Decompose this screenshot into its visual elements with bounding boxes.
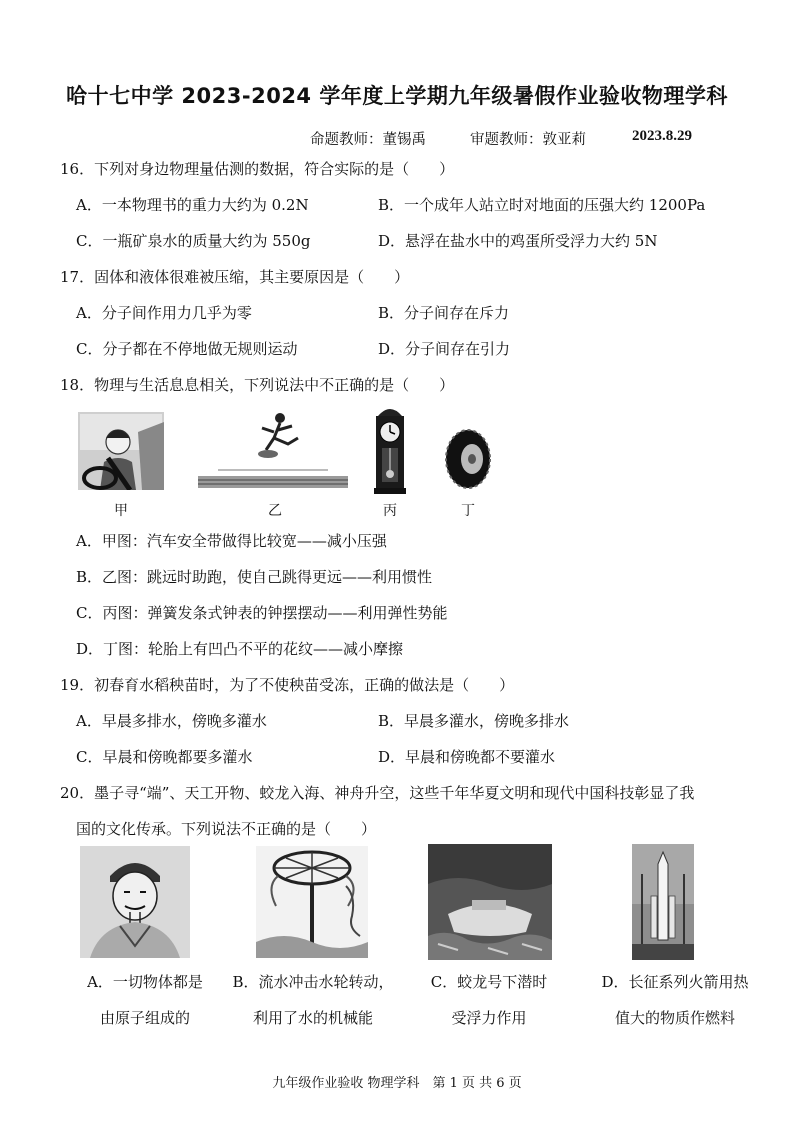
q17-option-b: B．分子间存在斥力 bbox=[378, 304, 510, 322]
q19-option-a: A．早晨多排水，傍晚多灌水 bbox=[76, 712, 267, 730]
q18-option-a: A．甲图：汽车安全带做得比较宽——减小压强 bbox=[76, 532, 387, 550]
tire-image bbox=[444, 428, 492, 490]
q19-option-c: C．早晨和傍晚都要多灌水 bbox=[76, 748, 253, 766]
q19-option-d: D．早晨和傍晚都不要灌水 bbox=[378, 748, 556, 766]
q18-option-b: B．乙图：跳远时助跑，使自己跳得更远——利用惯性 bbox=[76, 568, 433, 586]
q20-option-d-line2: 值大的物质作燃料 bbox=[614, 1009, 735, 1027]
q20-option-b-line1: B．流水冲击水轮转动， bbox=[232, 973, 394, 991]
page-footer: 九年级作业验收 物理学科 第 1 页 共 6 页 bbox=[272, 1076, 522, 1091]
q20-option-c-line1: C．蛟龙号下潜时 bbox=[430, 973, 548, 991]
q20-option-b-line2: 利用了水的机械能 bbox=[252, 1009, 373, 1027]
jiaolong-submersible-image bbox=[428, 844, 552, 960]
image-caption-bing: 丙 bbox=[383, 503, 397, 519]
question-20-stem-line2: 国的文化传承。下列说法不正确的是（ ） bbox=[76, 820, 377, 838]
q16-option-b: B．一个成年人站立时对地面的压强大约 1200Pa bbox=[378, 196, 706, 214]
q20-option-a bbox=[60, 964, 230, 1036]
q20-option-c-line2: 受浮力作用 bbox=[451, 1009, 527, 1027]
setter-teacher: 命题教师：董锡禹 bbox=[310, 132, 426, 148]
long-march-rocket-image bbox=[632, 844, 694, 960]
waterwheel-image bbox=[256, 846, 368, 958]
image-caption-yi: 乙 bbox=[268, 503, 282, 519]
image-caption-ding: 丁 bbox=[461, 503, 475, 519]
q20-option-a-line2: 由原子组成的 bbox=[99, 1009, 190, 1027]
q16-option-c: C．一瓶矿泉水的质量大约为 550g bbox=[76, 232, 311, 250]
q17-option-d: D．分子间存在引力 bbox=[378, 340, 511, 358]
q19-option-b: B．早晨多灌水，傍晚多排水 bbox=[378, 712, 570, 730]
seatbelt-driver-image bbox=[78, 412, 164, 490]
q17-option-c: C．分子都在不停地做无规则运动 bbox=[76, 340, 298, 358]
q18-option-c: C．丙图：弹簧发条式钟表的钟摆摆动——利用弹性势能 bbox=[76, 604, 448, 622]
reviewer-teacher: 审题教师：敦亚莉 bbox=[470, 132, 586, 148]
page-title: 哈十七中学 2023-2024 学年度上学期九年级暑假作业验收物理学科 bbox=[66, 84, 728, 108]
q20-option-d-line1: D．长征系列火箭用热 bbox=[601, 973, 749, 991]
question-18-stem: 18．物理与生活息息相关，下列说法中不正确的是（ ） bbox=[60, 376, 455, 394]
q20-option-c bbox=[404, 964, 574, 1036]
q16-option-d: D．悬浮在盐水中的鸡蛋所受浮力大约 5N bbox=[378, 232, 658, 250]
question-17-stem: 17．固体和液体很难被压缩，其主要原因是（ ） bbox=[60, 268, 410, 286]
question-19-stem: 19．初春育水稻秧苗时，为了不使秧苗受冻，正确的做法是（ ） bbox=[60, 676, 515, 694]
q17-option-a: A．分子间作用力几乎为零 bbox=[76, 304, 252, 322]
mozi-portrait-image bbox=[80, 846, 190, 958]
q20-option-a-line1: A．一切物体都是 bbox=[87, 973, 203, 991]
exam-date: 2023.8.29 bbox=[632, 128, 692, 144]
long-jump-image bbox=[198, 410, 348, 492]
q18-option-d: D．丁图：轮胎上有凹凸不平的花纹——减小摩擦 bbox=[76, 640, 404, 658]
q20-option-d bbox=[590, 964, 760, 1036]
q16-option-a: A．一本物理书的重力大约为 0.2N bbox=[76, 196, 309, 214]
q20-option-b bbox=[228, 964, 398, 1036]
question-20-stem-line1: 20．墨子寻“端”、天工开物、蛟龙入海、神舟升空，这些千年华夏文明和现代中国科技彰显了我 bbox=[60, 784, 695, 802]
question-16-stem: 16．下列对身边物理量估测的数据，符合实际的是（ ） bbox=[60, 160, 455, 178]
image-caption-jia: 甲 bbox=[114, 503, 128, 519]
pendulum-clock-image bbox=[370, 402, 410, 494]
